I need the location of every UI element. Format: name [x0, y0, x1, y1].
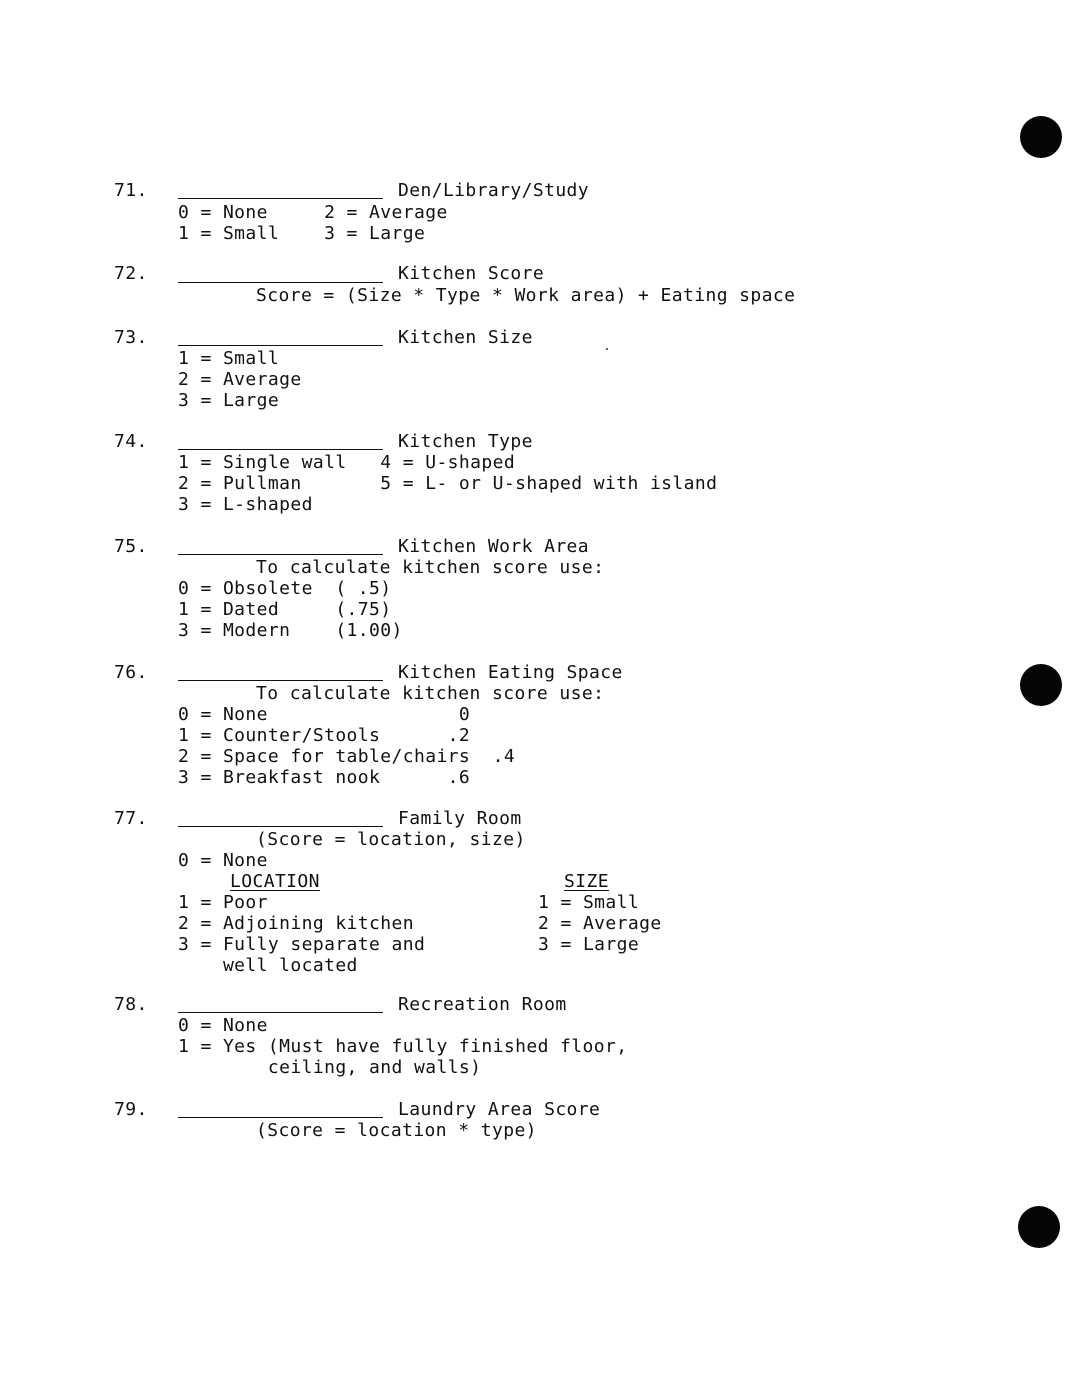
- score-note: (Score = location * type): [256, 1120, 537, 1141]
- question-number: 76.: [114, 662, 148, 683]
- question-number: 75.: [114, 536, 148, 557]
- option-line: 1 = Small 3 = Large: [178, 223, 426, 244]
- question-number: 74.: [114, 431, 148, 452]
- punch-hole-top: [1020, 116, 1062, 158]
- question-title: Laundry Area Score: [398, 1099, 601, 1120]
- calc-note: To calculate kitchen score use:: [256, 557, 605, 578]
- size-option: 3 = Large: [538, 934, 640, 955]
- question-number: 78.: [114, 994, 148, 1015]
- question-number: 73.: [114, 327, 148, 348]
- location-option: 1 = Poor: [178, 892, 268, 913]
- question-title: Recreation Room: [398, 994, 567, 1015]
- option-line: ceiling, and walls): [178, 1057, 482, 1078]
- calc-note: To calculate kitchen score use:: [256, 683, 605, 704]
- option-line: 0 = None: [178, 850, 268, 871]
- location-option: well located: [178, 955, 358, 976]
- option-line: 0 = None 2 = Average: [178, 202, 448, 223]
- answer-blank[interactable]: [178, 282, 383, 283]
- punch-hole-middle: [1020, 664, 1062, 706]
- question-title: Kitchen Score: [398, 263, 545, 284]
- question-title: Kitchen Size: [398, 327, 533, 348]
- punch-hole-bottom: [1018, 1206, 1060, 1248]
- option-line: 3 = Modern (1.00): [178, 620, 403, 641]
- option-line: 0 = None 0: [178, 704, 471, 725]
- option-line: 0 = None: [178, 1015, 268, 1036]
- answer-blank[interactable]: [178, 345, 383, 346]
- option-line: 0 = Obsolete ( .5): [178, 578, 392, 599]
- option-line: 3 = L-shaped: [178, 494, 313, 515]
- question-title: Den/Library/Study: [398, 180, 590, 201]
- answer-blank[interactable]: [178, 554, 383, 555]
- size-option: 1 = Small: [538, 892, 640, 913]
- option-line: 1 = Small: [178, 348, 280, 369]
- option-line: 1 = Yes (Must have fully finished floor,: [178, 1036, 628, 1057]
- option-line: 2 = Space for table/chairs .4: [178, 746, 516, 767]
- option-line: 2 = Pullman 5 = L- or U-shaped with island: [178, 473, 718, 494]
- answer-blank[interactable]: [178, 1117, 383, 1118]
- size-option: 2 = Average: [538, 913, 662, 934]
- location-option: 3 = Fully separate and: [178, 934, 426, 955]
- answer-blank[interactable]: [178, 826, 383, 827]
- question-title: Family Room: [398, 808, 522, 829]
- score-formula: Score = (Size * Type * Work area) + Eating space: [256, 285, 796, 306]
- question-title: Kitchen Eating Space: [398, 662, 623, 683]
- location-header: LOCATION: [230, 871, 320, 892]
- question-number: 79.: [114, 1099, 148, 1120]
- option-line: 3 = Large: [178, 390, 280, 411]
- location-option: 2 = Adjoining kitchen: [178, 913, 414, 934]
- question-number: 71.: [114, 180, 148, 201]
- question-title: Kitchen Type: [398, 431, 533, 452]
- size-header: SIZE: [564, 871, 609, 892]
- answer-blank[interactable]: [178, 449, 383, 450]
- answer-blank[interactable]: [178, 680, 383, 681]
- option-line: 3 = Breakfast nook .6: [178, 767, 471, 788]
- question-number: 72.: [114, 263, 148, 284]
- option-line: 1 = Single wall 4 = U-shaped: [178, 452, 516, 473]
- score-note: (Score = location, size): [256, 829, 526, 850]
- option-line: 1 = Dated (.75): [178, 599, 392, 620]
- option-line: 2 = Average: [178, 369, 302, 390]
- stray-mark: [606, 348, 608, 350]
- question-number: 77.: [114, 808, 148, 829]
- option-line: 1 = Counter/Stools .2: [178, 725, 471, 746]
- answer-blank[interactable]: [178, 198, 383, 199]
- question-title: Kitchen Work Area: [398, 536, 590, 557]
- answer-blank[interactable]: [178, 1012, 383, 1013]
